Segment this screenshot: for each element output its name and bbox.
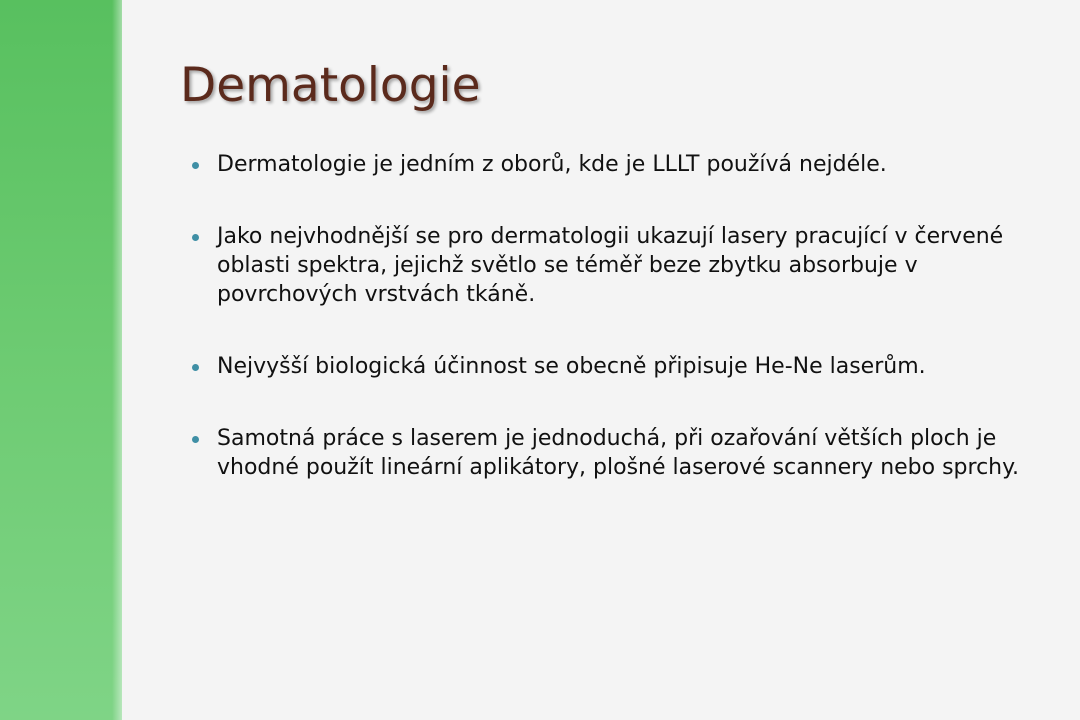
green-sidebar-decoration [0, 0, 122, 720]
bullet-item-1 [190, 150, 1058, 179]
bullet-dot-icon [192, 162, 199, 169]
bullet-dot-icon [192, 436, 199, 443]
bullet-dot-icon [192, 364, 199, 371]
bullet-item-4 [190, 424, 1058, 482]
bullet-dot-icon [192, 234, 199, 241]
bullet-text-2: Jako nejvhodnější se pro dermatologii ukazují lasery pracující v červené oblasti spektra, jejichž světlo se téměř beze zbytku absorbuje v povrchových vrstvách tkáně. [217, 224, 1004, 307]
bullet-item-2 [190, 222, 1058, 309]
bullet-text-1: Dermatologie je jedním z oborů, kde je LLLT používá nejdéle. [217, 152, 887, 177]
bullet-list [190, 150, 1058, 482]
bullet-text-3: Nejvyšší biologická účinnost se obecně připisuje He-Ne laserům. [217, 354, 926, 379]
slide-title: Dematologie [180, 58, 481, 113]
bullet-text-4: Samotná práce s laserem je jednoduchá, při ozařování větších ploch je vhodné použít lineární aplikátory, plošné laserové scannery nebo sprchy. [217, 426, 1019, 480]
bullet-item-3 [190, 352, 1058, 381]
